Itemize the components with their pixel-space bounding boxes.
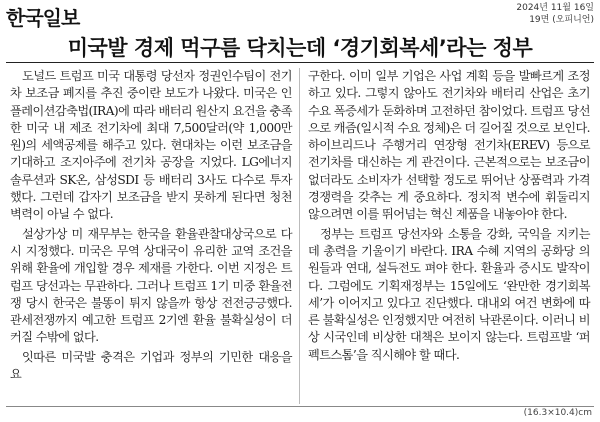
editorial-headline: 미국발 경제 먹구름 닥치는데 ‘경기회복세’라는 정부 bbox=[67, 36, 533, 60]
issue-date: 2024년 11월 16일 bbox=[516, 3, 594, 13]
headline-rule bbox=[6, 62, 594, 63]
bottom-rule bbox=[6, 406, 594, 407]
paragraph: 정부는 트럼프 당선자와 소통을 강화, 국익을 지키는 데 총력을 기울이기 바란다. IRA 수혜 지역의 공화당 의원들과 연대, 설득전도 펴야 한다. 환율과 증시도 발작이다. 그럼에도 기획재정부는 15일에도 ‘완만한 경기회복세’가 이어지고 있다고 진단했다. 대내외 여건 변화에 따른 불확실성은 인정했지만 여전히 낙관론이다. 이러니 비상 시국인데 비상한 대책은 보이지 않는다. 트럼프발 ‘퍼펙트스톰’을 직시해야 할 때다. bbox=[308, 226, 590, 362]
clipping-size: (16.3×10.4)cm bbox=[523, 408, 592, 418]
issue-info bbox=[516, 2, 594, 26]
newspaper-logo: 한국일보 bbox=[6, 6, 80, 30]
article-column-right bbox=[308, 68, 590, 364]
masthead bbox=[0, 0, 600, 30]
paragraph: 구한다. 이미 일부 기업은 사업 계획 등을 발빠르게 조정하고 있다. 그렇지 않아도 전기차와 배터리 산업은 초기 수요 폭증세가 둔화하며 고전하던 참이었다. 트럼프 당선으로 캐즘(일시적 수요 정체)은 더 길어질 것으로 보인다. 하이브리드나 주행거리 연장형 전기차(EREV) 등으로 전기차를 대신하는 게 관건이다. 근본적으로는 보조금이 없더라도 소비자가 선택할 정도로 뛰어난 상품력과 가격 경쟁력을 갖추는 게 중요하다. 정치적 변수에 휘둘리지 않으려면 이를 뛰어넘는 혁신 제품을 내놓아야 한다. bbox=[308, 69, 590, 222]
paragraph: 도널드 트럼프 미국 대통령 당선자 정권인수팀이 전기차 보조금 폐지를 추진 중이란 보도가 나왔다. 미국은 인플레이션감축법(IRA)에 따라 배터리 원산지 요건을 충족한 미국 내 제조 전기차에 최대 7,500달러(약 1,000만 원)의 세액공제를 해주고 있다. 현대차는 이런 보조금을 기대하고 조지아주에 전기차 공장을 지었다. LG에너지솔루션과 SK온, 삼성SDI 등 배터리 3사도 다수로 투자했다. 그런데 갑자기 보조금을 받지 못하게 된다면 청천벽력이 아닐 수 없다. bbox=[10, 69, 292, 222]
article-column-left bbox=[10, 68, 292, 383]
paragraph: 잇따른 미국발 충격은 기업과 정부의 기민한 대응을 요 bbox=[10, 349, 292, 382]
page-section: 19면 (오피니언) bbox=[529, 15, 594, 25]
paragraph: 설상가상 미 재무부는 한국을 환율관찰대상국으로 다시 지정했다. 미국은 무역 상대국이 유리한 교역 조건을 위해 환율에 개입할 경우 제재를 가한다. 이번 지정은 트럼프 당선과는 무관하다. 그러나 트럼프 1기 미중 환율전쟁 당시 한국은 불똥이 튀지 않을까 항상 전전긍긍했다. 관세전쟁까지 예고한 트럼프 2기엔 환율 불확실성이 더 커질 수밖에 없다. bbox=[10, 226, 292, 345]
column-divider bbox=[299, 68, 300, 404]
